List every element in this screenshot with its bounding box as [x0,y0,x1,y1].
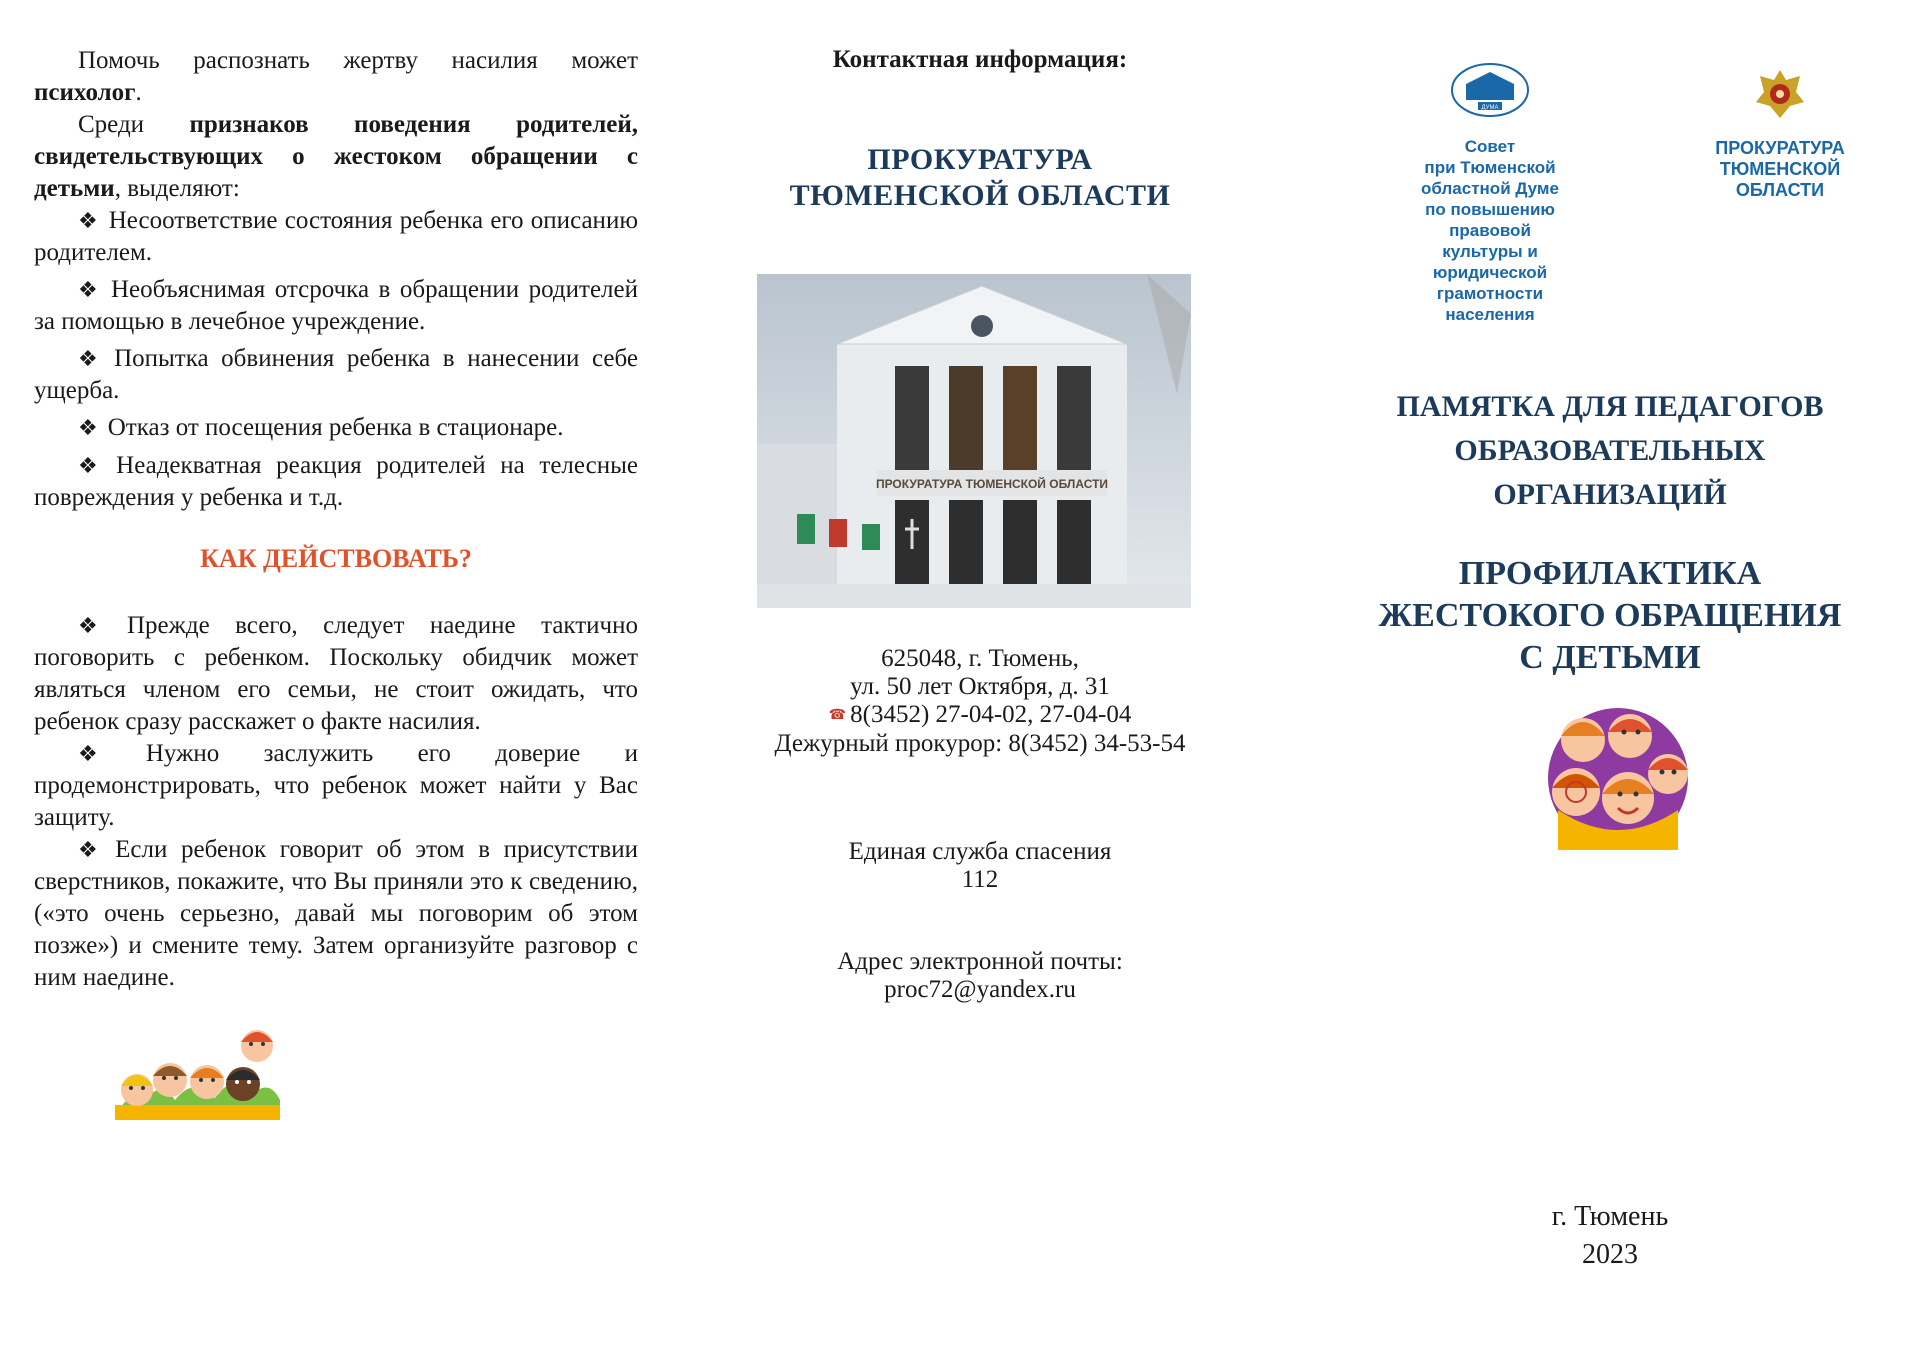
duma-logo-icon [1450,62,1530,118]
building-photo [757,274,1191,608]
prosecutor-line: ПРОКУРАТУРА [1715,138,1845,158]
council-line: культуры и [1442,242,1538,261]
org-title-line: ТЮМЕНСКОЙ ОБЛАСТИ [789,179,1171,212]
topic-title [1300,553,1920,679]
city: г. Тюмень [1551,1201,1669,1232]
prosecutor-name [1670,138,1890,201]
council-line: юридической [1432,263,1548,282]
org-title-line: ПРОКУРАТУРА [867,143,1093,176]
phone-line [700,701,1260,730]
children-round-illustration [1538,700,1698,850]
council-line: Совет [1464,137,1516,156]
sign-item: ❖ Попытка обвинения ребенка в нанесении себе ущерба. [34,343,638,407]
intro-text: Помочь распознать жертву насилия может [78,47,638,74]
prosecutor-line: ТЮМЕНСКОЙ [1719,159,1841,179]
intro-paragraph [34,45,638,109]
middle-panel [700,0,1260,1354]
memo-title [1300,385,1920,517]
action-heading: КАК ДЕЙСТВОВАТЬ? [200,544,472,573]
council-name [1370,136,1610,325]
prosecutor-emblem-icon [1752,66,1808,122]
topic-line: С ДЕТЬМИ [1519,639,1701,676]
sign-item: ❖ Необъяснимая отсрочка в обращении родителей за помощью в лечебное учреждение. [34,274,638,338]
memo-line: ОРГАНИЗАЦИЙ [1493,478,1727,511]
email-label: Адрес электронной почты: [837,948,1123,975]
council-line: по повышению [1425,200,1555,219]
topic-line: ПРОФИЛАКТИКА [1458,555,1762,592]
rescue-block [700,838,1260,894]
address-line: 625048, г. Тюмень, [881,645,1079,672]
signs-intro [34,109,638,205]
duty-prosecutor: Дежурный прокурор: 8(3452) 34-53-54 [774,730,1186,758]
phone-icon: ☎ [828,708,847,724]
memo-line: ОБРАЗОВАТЕЛЬНЫХ [1454,434,1766,467]
council-line: грамотности [1436,284,1544,303]
council-line: областной Думе [1421,179,1559,198]
action-item: ❖ Если ребенок говорит об этом в присутствии сверстников, покажите, что Вы приняли это к сведению, («это очень серьезно, давай мы поговорим об этом позже») и смените тему. Затем организуйте разговор с ним наедине. [34,834,638,994]
council-line: при Тюменской [1424,158,1556,177]
signs-suffix: , выделяют: [114,175,240,202]
email-block [700,948,1260,1004]
org-title [700,142,1260,214]
memo-line: ПАМЯТКА ДЛЯ ПЕДАГОГОВ [1396,390,1824,423]
sign-item: ❖ Отказ от посещения ребенка в стационаре. [34,412,638,444]
contact-heading: Контактная информация: [832,46,1128,73]
email-address: proc72@yandex.ru [884,976,1076,1003]
duma-logo-text: ДУМА [1481,105,1499,111]
action-item: ❖ Нужно заслужить его доверие и продемонстрировать, что ребенок может найти у Вас защиту. [34,738,638,834]
phone-number: 8(3452) 27-04-02, 27-04-04 [850,701,1132,728]
prosecutor-line: ОБЛАСТИ [1735,180,1825,200]
rescue-number: 112 [961,866,999,893]
year: 2023 [1582,1239,1638,1270]
sign-item: ❖ Неадекватная реакция родителей на телесные повреждения у ребенка и т.д. [34,450,638,514]
left-panel [0,0,660,1354]
children-illustration [115,1020,280,1120]
signs-prefix: Среди [78,111,190,138]
intro-end: . [135,79,142,106]
building-sign: ПРОКУРАТУРА ТЮМЕНСКОЙ ОБЛАСТИ [875,477,1109,491]
sign-item: ❖ Несоответствие состояния ребенка его описанию родителем. [34,205,638,269]
intro-bold: психолог [34,79,136,106]
council-line: населения [1445,305,1535,324]
council-line: правовой [1449,221,1531,240]
action-item: ❖ Прежде всего, следует наедине тактично поговорить с ребенком. Поскольку обидчик может являться членом его семьи, не стоит ожидать, что ребенок сразу расскажет о факте насилия. [34,610,638,738]
city-year [1300,1198,1920,1274]
rescue-label: Единая служба спасения [848,838,1112,865]
signs-bold: признаков поведения родителей, свидетельствующих о жестоком обращении с детьми [34,111,638,202]
topic-line: ЖЕСТОКОГО ОБРАЩЕНИЯ [1378,597,1842,634]
right-panel [1300,0,1920,1354]
address-line: ул. 50 лет Октября, д. 31 [850,673,1110,700]
address-block [700,645,1260,758]
